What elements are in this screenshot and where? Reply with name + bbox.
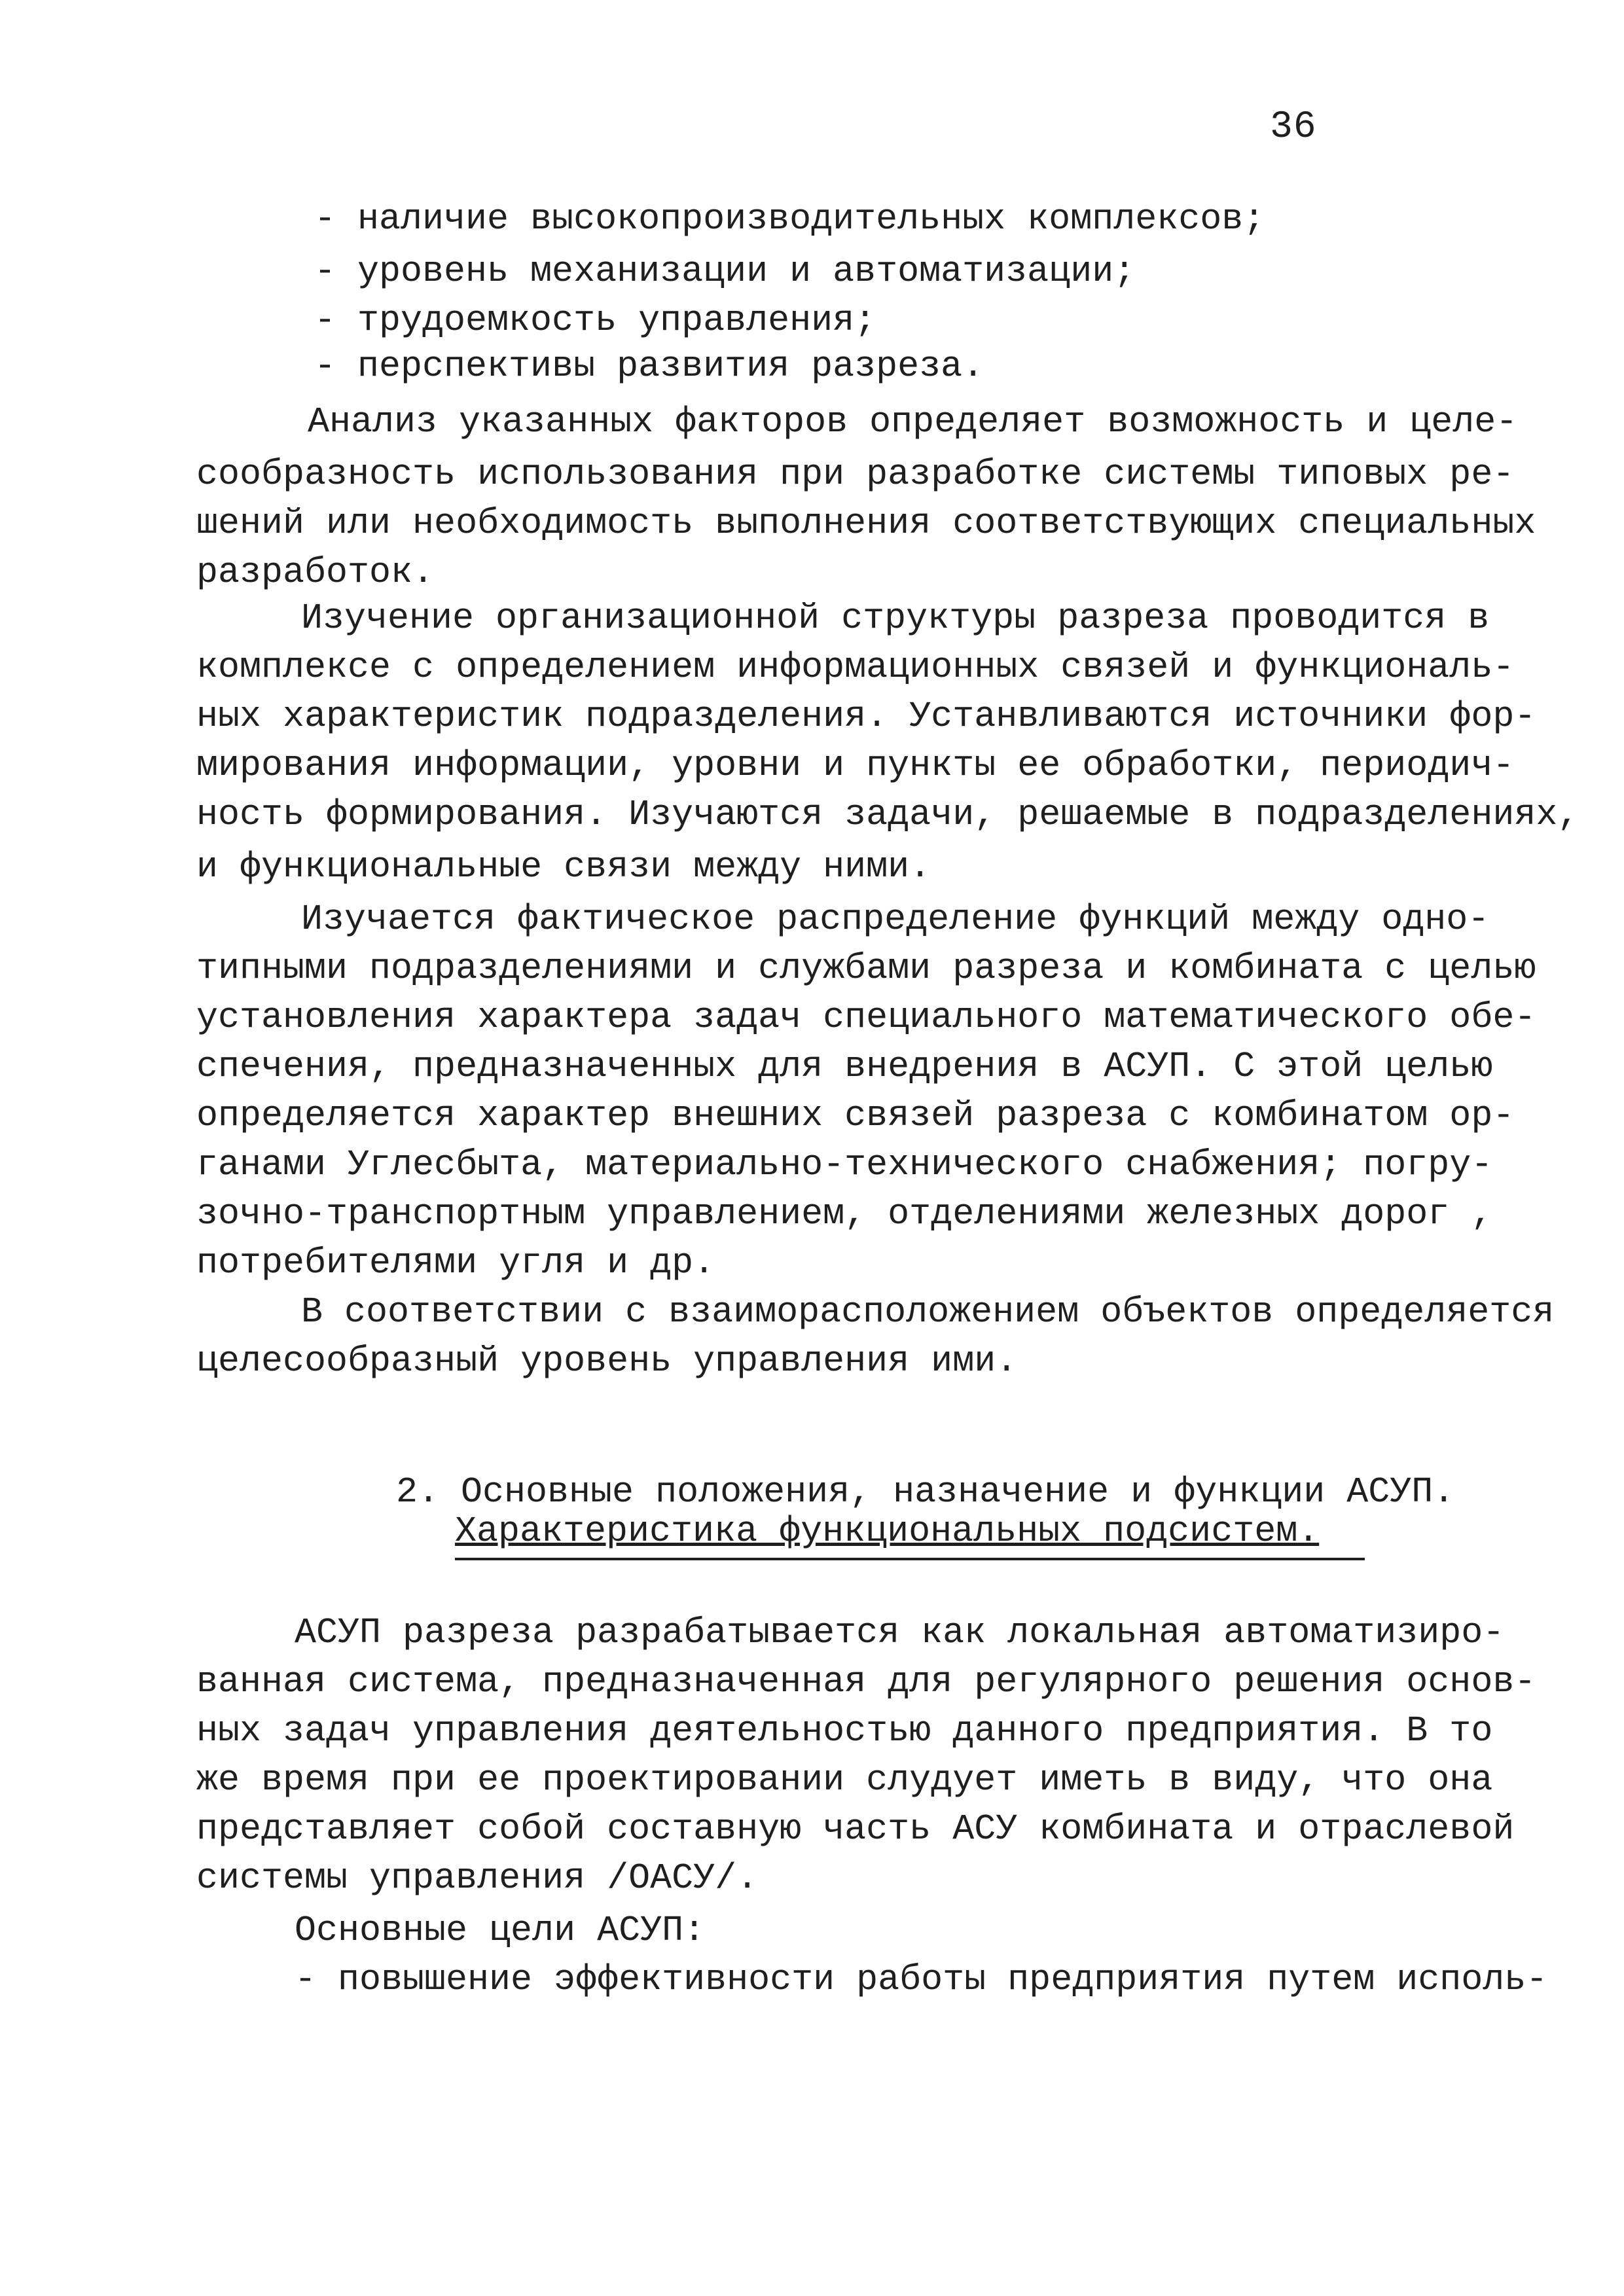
text-line: спечения, предназначенных для внедрения в АСУП. С этой целью (196, 1046, 1493, 1087)
text-line: Основные цели АСУП: (295, 1910, 706, 1951)
text-line: В соответствии с взаиморасположением объектов определяется (301, 1291, 1555, 1333)
text-line: шений или необходимость выполнения соответствующих специальных (196, 503, 1536, 544)
heading-underline (455, 1558, 1365, 1560)
text-line: зочно-транспортным управлением, отделениями железных дорог , (196, 1193, 1493, 1234)
page-number: 36 (1270, 106, 1317, 149)
text-line: сообразность использования при разработке системы типовых ре- (196, 454, 1515, 495)
text-line: Изучается фактическое распределение функций между одно- (301, 899, 1490, 940)
text-line: представляет собой составную часть АСУ комбината и отраслевой (196, 1808, 1515, 1850)
text-line: разработок. (196, 552, 435, 593)
text-line: - трудоемкость управления; (314, 300, 876, 341)
text-line: определяется характер внешних связей разреза с комбинатом ор- (196, 1095, 1515, 1136)
text-line: Анализ указанных факторов определяет возможность и целе- (308, 401, 1518, 442)
text-line: потребителями угля и др. (196, 1242, 715, 1283)
text-line: - повышение эффективности работы предприятия путем исполь- (295, 1959, 1548, 2000)
text-line: целесообразный уровень управления ими. (196, 1340, 1018, 1382)
text-line: ных характеристик подразделения. Устанвливаются источники фор- (196, 696, 1536, 737)
text-line: АСУП разреза разрабатывается как локальная автоматизиро- (295, 1612, 1505, 1653)
text-line: Изучение организационной структуры разреза проводится в (301, 598, 1490, 639)
text-line: ность формирования. Изучаются задачи, решаемые в подразделениях, (196, 794, 1579, 835)
text-line: и функциональные связи между ними. (196, 846, 931, 888)
text-line: комплексе с определением информационных связей и функциональ- (196, 647, 1515, 688)
text-line: ганами Углесбыта, материально-технического снабжения; погру- (196, 1144, 1493, 1185)
text-line: мирования информации, уровни и пункты ее обработки, периодич- (196, 745, 1515, 786)
text-line: системы управления /ОАСУ/. (196, 1857, 759, 1899)
text-line: ных задач управления деятельностью данного предприятия. В то (196, 1710, 1493, 1751)
section-heading-line-1: 2. Основные положения, назначение и функции АСУП. (396, 1471, 1455, 1513)
text-line: - наличие высокопроизводительных комплексов; (314, 198, 1265, 240)
text-line: же время при ее проектировании слудует иметь в виду, что она (196, 1759, 1493, 1801)
text-line: ванная система, предназначенная для регулярного решения основ- (196, 1661, 1536, 1702)
text-line: - перспективы развития разреза. (314, 346, 984, 387)
text-line: установления характера задач специального математического обе- (196, 997, 1536, 1038)
text-line: типными подразделениями и службами разреза и комбината с целью (196, 948, 1536, 989)
text-line: - уровень механизации и автоматизации; (314, 251, 1136, 292)
section-heading-line-2: Характеристика функциональных подсистем. (455, 1511, 1320, 1552)
